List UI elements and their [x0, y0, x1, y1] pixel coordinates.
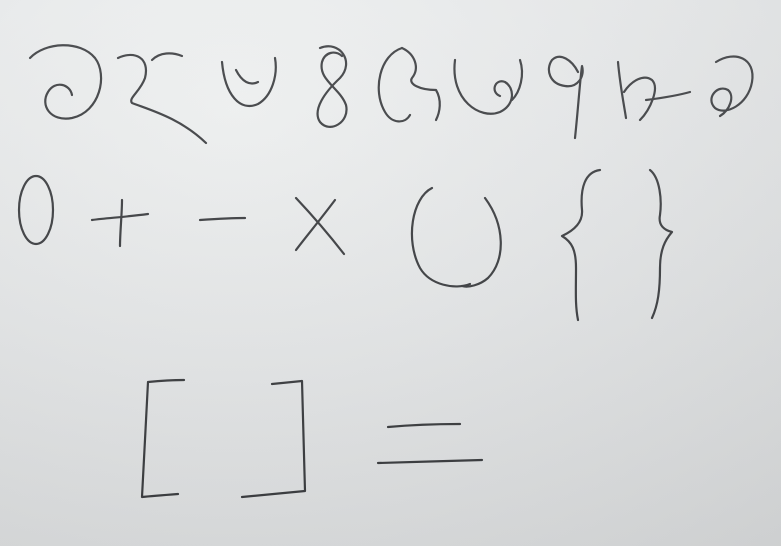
equals-glyph — [378, 424, 482, 463]
close-brace-glyph — [650, 170, 672, 318]
digit-nine-glyph — [711, 56, 752, 116]
digit-two-glyph — [118, 53, 206, 143]
open-bracket-glyph — [142, 380, 184, 497]
minus-glyph — [200, 218, 245, 220]
digit-one-glyph — [30, 45, 101, 118]
close-paren-glyph — [462, 198, 501, 287]
digit-six-glyph — [454, 60, 522, 114]
close-bracket-glyph — [242, 381, 305, 497]
times-glyph — [296, 198, 344, 254]
digit-eight-glyph — [618, 62, 690, 120]
plus-glyph — [92, 200, 148, 246]
digit-five-glyph — [379, 48, 440, 121]
digit-three-glyph — [222, 58, 276, 106]
digit-seven-glyph — [549, 57, 583, 138]
open-paren-glyph — [412, 188, 470, 286]
digit-four-glyph — [318, 46, 347, 127]
open-brace-glyph — [562, 170, 600, 320]
zero-glyph — [19, 176, 53, 244]
